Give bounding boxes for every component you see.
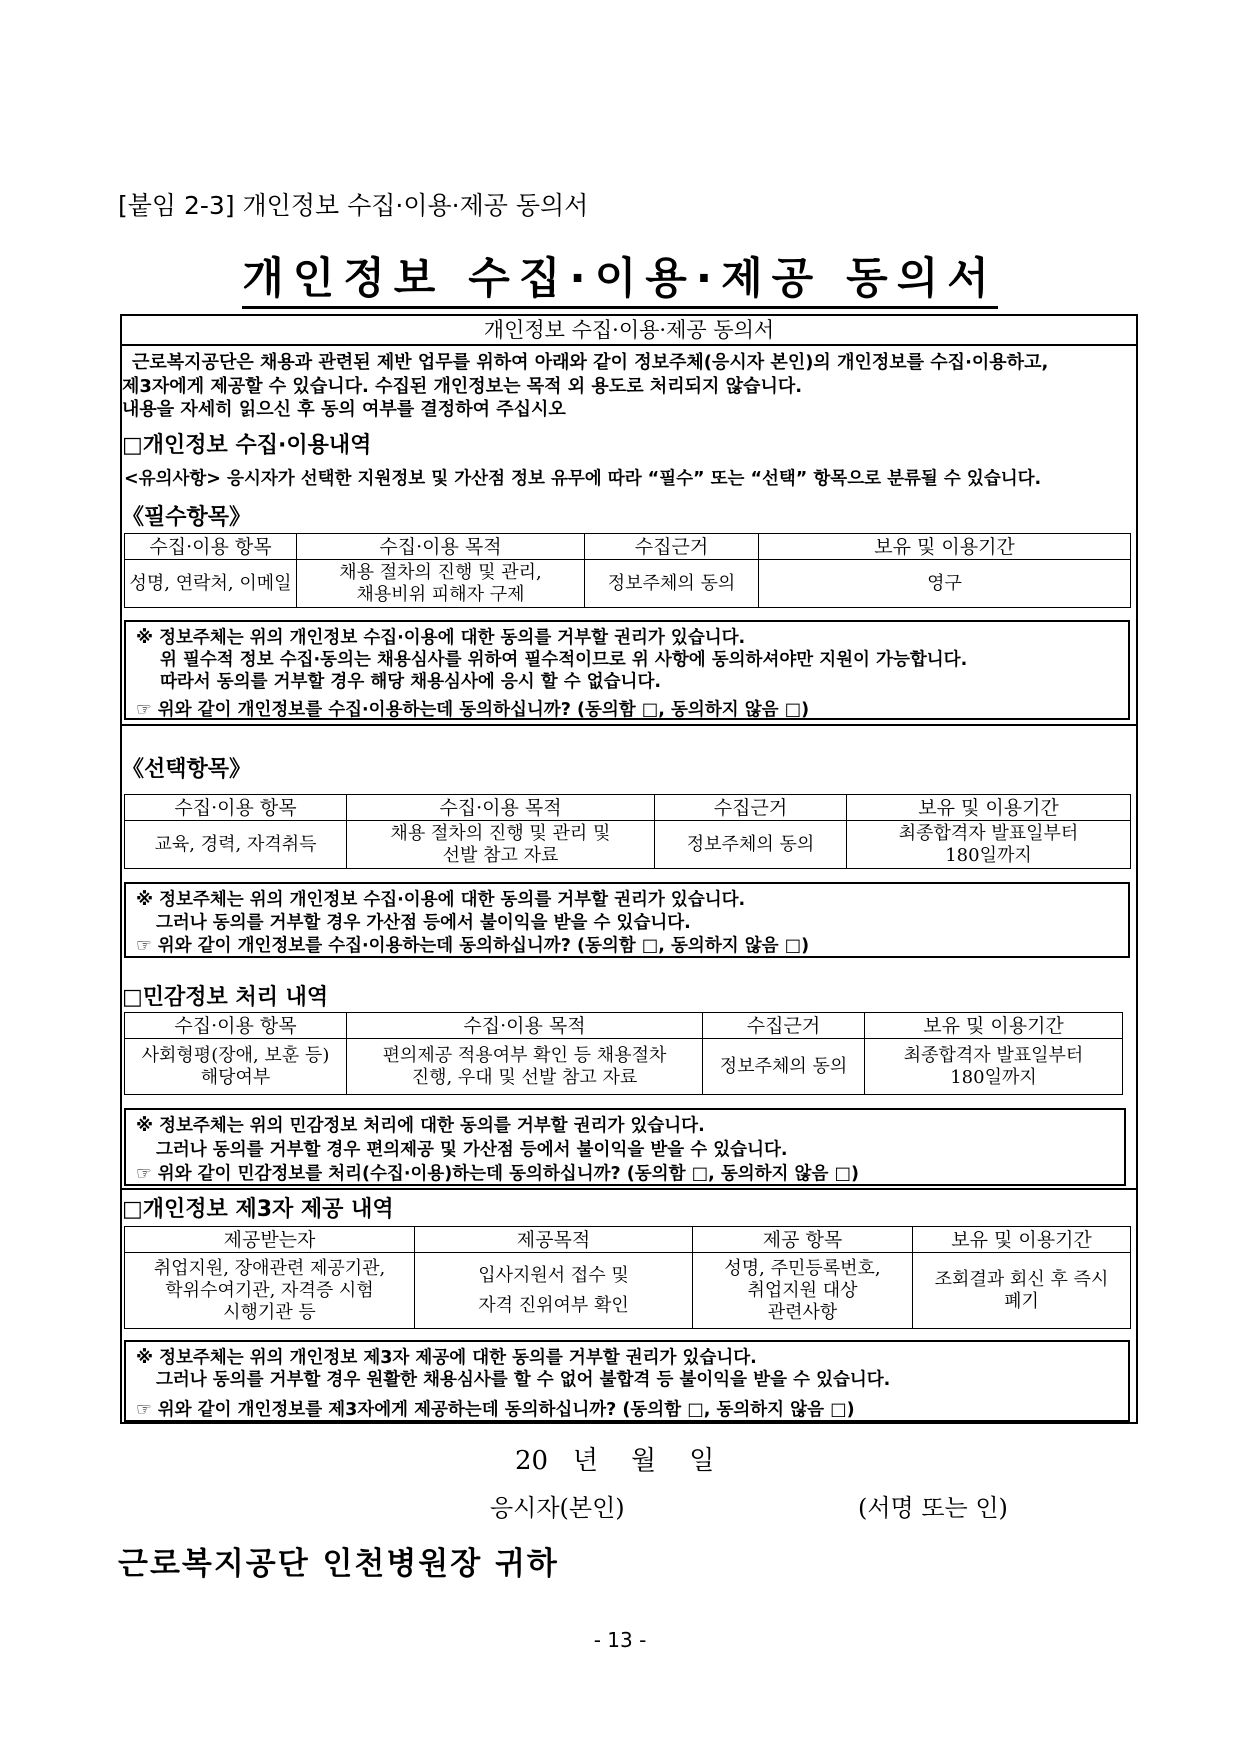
table-cell: 교육, 경력, 자격취득 [125,821,347,869]
table-header-cell: 보유 및 이용기간 [865,1013,1123,1039]
consent-question: ☞ 위와 같이 개인정보를 수집·이용하는데 동의하십니까? (동의함 □, 동의하지 않음 □) [136,700,810,720]
table-header-cell: 수집근거 [655,795,847,821]
required-items-table [124,533,1131,608]
table-cell: 성명, 연락처, 이메일 [125,560,297,608]
cell-line: 채용 절차의 진행 및 관리, [339,561,542,583]
notice-line: ※ 정보주체는 위의 민감정보 처리에 대한 동의를 거부할 권리가 있습니다. [136,1116,705,1136]
section-divider [122,1188,1136,1190]
table-cell [847,821,1131,869]
cell-line: 180일까지 [950,1066,1037,1088]
document-title [0,245,1240,306]
required-items-label: 《필수항목》 [122,505,252,530]
table-cell [415,1253,693,1329]
cell-line: 채용비위 피해자 구제 [356,583,525,605]
table-header-row [125,1013,1123,1039]
table-row [125,560,1131,608]
applicant-label: 응시자(본인) [490,1494,625,1522]
table-header-cell: 수집근거 [703,1013,865,1039]
section-sensitive-title: □민감정보 처리 내역 [122,985,329,1010]
cell-line: 시행기관 등 [223,1301,316,1323]
table-cell [297,560,585,608]
table-header-cell: 보유 및 이용기간 [759,534,1131,560]
table-header-cell: 보유 및 이용기간 [847,795,1131,821]
table-cell [347,1039,703,1095]
section-divider [122,724,1136,726]
table-cell [913,1253,1131,1329]
cell-line: 학위수여기관, 자격증 시험 [165,1279,374,1301]
document-title-text: 개인정보 수집·이용·제공 동의서 [242,254,998,309]
cell-line: 관련사항 [767,1301,838,1323]
signature-label: (서명 또는 인) [858,1494,1008,1522]
table-header-cell: 수집·이용 목적 [347,1013,703,1039]
cell-line: 최종합격자 발표일부터 [903,1044,1084,1066]
optional-items-table [124,794,1131,869]
table-cell: 정보주체의 동의 [585,560,759,608]
table-cell [347,821,655,869]
notice-line: 위 필수적 정보 수집·동의는 채용심사를 위하여 필수적이므로 위 사항에 동의하셔야만 지원이 가능합니다. [160,650,968,670]
form-header: 개인정보 수집·이용·제공 동의서 [122,316,1136,346]
notice-line: 그러나 동의를 거부할 경우 가산점 등에서 불이익을 받을 수 있습니다. [156,913,691,933]
cell-line: 성명, 주민등록번호, [724,1257,881,1279]
consent-question: ☞ 위와 같이 개인정보를 제3자에게 제공하는데 동의하십니까? (동의함 □, 동의하지 않음 □) [136,1400,855,1420]
table-header-cell: 제공받는자 [125,1227,415,1253]
table-header-cell: 보유 및 이용기간 [913,1227,1131,1253]
cell-line: 사회형평(장애, 보훈 등) [141,1044,330,1066]
table-header-cell: 수집·이용 항목 [125,1013,347,1039]
table-header-cell: 수집·이용 항목 [125,534,297,560]
intro-line-3: 내용을 자세히 읽으신 후 동의 여부를 결정하여 주십시오 [122,399,566,420]
page-number: - 13 - [593,1628,647,1652]
cell-line: 진행, 우대 및 선발 참고 자료 [411,1066,638,1088]
table-header-cell: 제공목적 [415,1227,693,1253]
consent-form [120,314,1138,1424]
cell-line: 취업지원 대상 [747,1279,858,1301]
attachment-title: [붙임 2-3] 개인정보 수집·이용·제공 동의서 [118,191,589,220]
cell-line: 폐기 [1004,1290,1039,1312]
notice-line: ※ 정보주체는 위의 개인정보 제3자 제공에 대한 동의를 거부할 권리가 있습니다. [136,1348,757,1368]
cell-line: 최종합격자 발표일부터 [898,822,1079,844]
recipient-line: 근로복지공단 인천병원장 귀하 [118,1546,559,1582]
intro-line-2: 제3자에게 제공할 수 있습니다. 수집된 개인정보는 목적 외 용도로 처리되지 않습니다. [122,376,803,397]
notice-line: ※ 정보주체는 위의 개인정보 수집·이용에 대한 동의를 거부할 권리가 있습니다. [136,890,746,910]
required-notice-box [124,620,1130,720]
table-cell [125,1253,415,1329]
optional-notice-box [124,882,1130,958]
section-third-party-title: □개인정보 제3자 제공 내역 [122,1197,394,1222]
table-row [125,821,1131,869]
cell-line: 채용 절차의 진행 및 관리 및 [390,822,611,844]
table-cell [125,1039,347,1095]
notice-line: 따라서 동의를 거부할 경우 해당 채용심사에 응시 할 수 없습니다. [160,672,662,692]
sensitive-info-table [124,1012,1123,1095]
table-cell [865,1039,1123,1095]
notice-line: 그러나 동의를 거부할 경우 편의제공 및 가산점 등에서 불이익을 받을 수 있습니다. [156,1140,788,1160]
cell-line: 해당여부 [200,1066,271,1088]
table-cell: 정보주체의 동의 [703,1039,865,1095]
notice-line: ※ 정보주체는 위의 개인정보 수집·이용에 대한 동의를 거부할 권리가 있습니다. [136,628,746,648]
section-collection-title: □개인정보 수집·이용내역 [122,433,372,458]
consent-question: ☞ 위와 같이 민감정보를 처리(수집·이용)하는데 동의하십니까? (동의함 □, 동의하지 않음 □) [136,1164,859,1184]
table-cell [693,1253,913,1329]
third-party-notice-box [124,1340,1130,1422]
optional-items-label: 《선택항목》 [122,757,252,782]
table-cell: 정보주체의 동의 [655,821,847,869]
notice-line: 그러나 동의를 거부할 경우 원활한 채용심사를 할 수 없어 불합격 등 불이익을 받을 수 있습니다. [156,1370,891,1390]
table-row [125,1039,1123,1095]
table-header-row [125,795,1131,821]
caution-note: <유의사항> 응시자가 선택한 지원정보 및 가산점 정보 유무에 따라 “필수” 또는 “선택” 항목으로 분류될 수 있습니다. [124,469,1042,489]
table-header-cell: 수집근거 [585,534,759,560]
table-row [125,1253,1131,1329]
sensitive-notice-box [124,1108,1126,1186]
table-header-cell: 수집·이용 목적 [347,795,655,821]
intro-line-1: 근로복지공단은 채용과 관련된 제반 업무를 위하여 아래와 같이 정보주체(응시자 본인)의 개인정보를 수집·이용하고, [132,352,1049,373]
cell-line: 180일까지 [945,844,1032,866]
table-header-cell: 수집·이용 목적 [297,534,585,560]
table-header-cell: 수집·이용 항목 [125,795,347,821]
date-line: 20 년 월 일 [515,1446,715,1476]
table-cell: 영구 [759,560,1131,608]
cell-line: 자격 진위여부 확인 [478,1294,629,1316]
table-header-row [125,1227,1131,1253]
table-header-row [125,534,1131,560]
consent-question: ☞ 위와 같이 개인정보를 수집·이용하는데 동의하십니까? (동의함 □, 동의하지 않음 □) [136,936,810,956]
cell-line: 선발 참고 자료 [442,844,559,866]
cell-line: 조회결과 회신 후 즉시 [934,1268,1109,1290]
third-party-table [124,1226,1131,1329]
cell-line: 편의제공 적용여부 확인 등 채용절차 [382,1044,667,1066]
cell-line: 취업지원, 장애관련 제공기관, [153,1257,386,1279]
table-header-cell: 제공 항목 [693,1227,913,1253]
cell-line: 입사지원서 접수 및 [478,1264,629,1286]
